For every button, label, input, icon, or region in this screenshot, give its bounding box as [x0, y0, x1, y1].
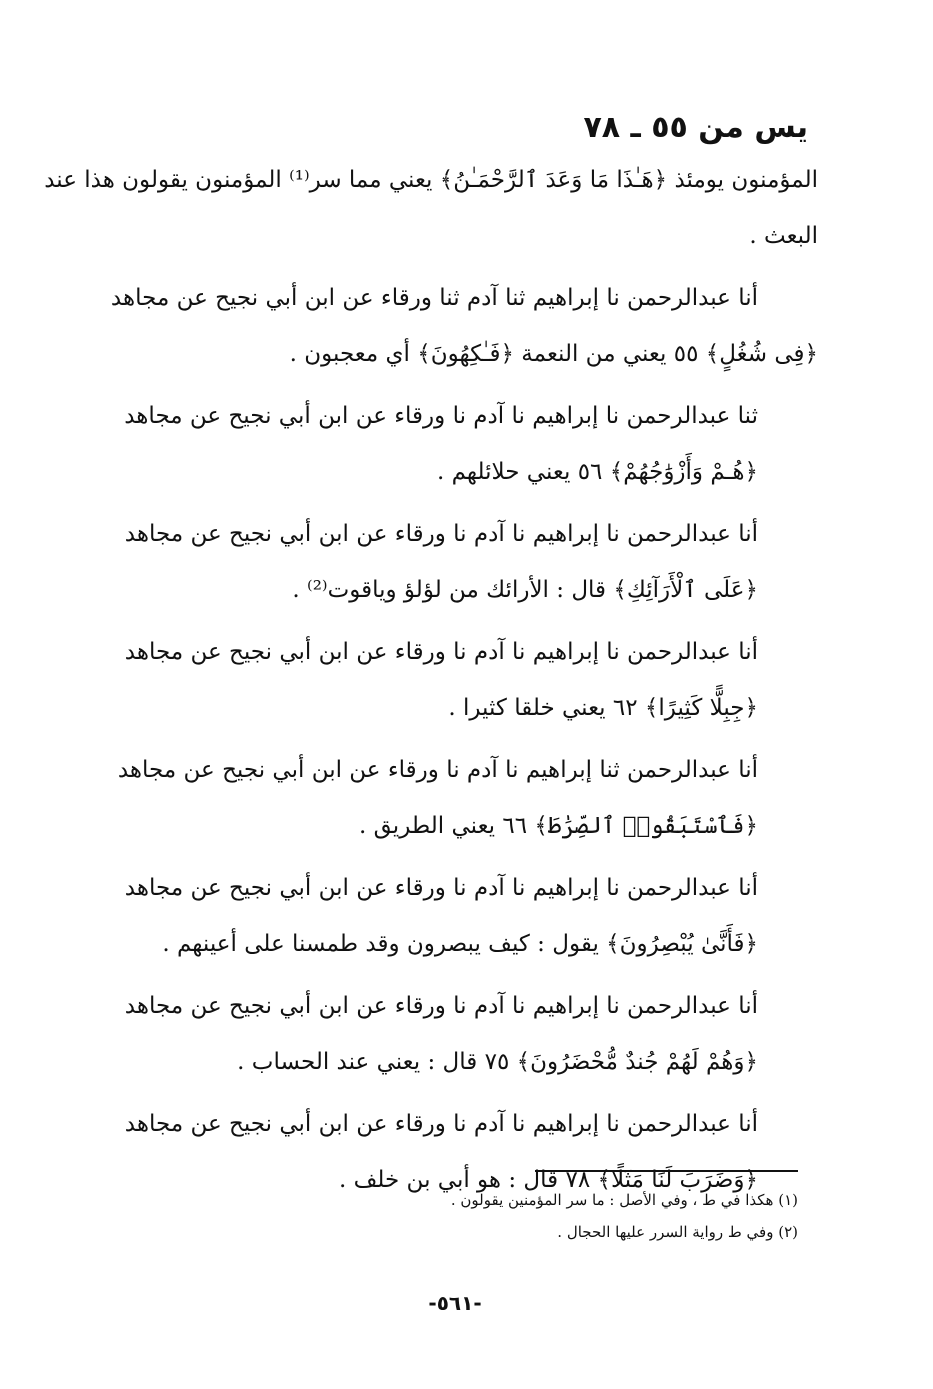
paragraph-4 [118, 506, 818, 618]
paragraph-line: أنا عبدالرحمن نا إبراهيم نا آدم نا ورقاء عن ابن أبي نجيح عن مجاهد [124, 993, 758, 1019]
body-text [44, 152, 818, 1214]
paragraph-line: ﴿وَضَرَبَ لَنَا مَثَلًا﴾ ٧٨ قال : هو أبي بن خلف . [338, 1167, 758, 1193]
paragraph-line: ﴿وَهُمْ لَهُمْ جُندٌ مُّحْضَرُونَ﴾ ٧٥ قال : يعني عند الحساب . [237, 1049, 758, 1075]
footnote-divider [535, 1170, 798, 1172]
paragraph-line: أنا عبدالرحمن نا إبراهيم نا آدم نا ورقاء عن ابن أبي نجيح عن مجاهد [124, 875, 758, 901]
paragraph-line: ﴿فِى شُغُلٍ﴾ ٥٥ يعني من النعمة ﴿فَـٰكِهُونَ﴾ أي معجبون . [289, 341, 818, 367]
paragraph-line: أنا عبدالرحمن نا إبراهيم نا آدم نا ورقاء عن ابن أبي نجيح عن مجاهد [124, 1111, 758, 1137]
footnotes [278, 1184, 798, 1248]
paragraph-line: ﴿هُـمْ وَأَزْوَٰجُهُمْ﴾ ٥٦ يعني حلائلهم . [436, 459, 758, 485]
footnote-1: (١) هكذا في ط ، وفي الأصل : ما سر المؤمنين يقولون . [450, 1191, 798, 1209]
page-number: -٥٦١- [428, 1291, 482, 1315]
paragraph-6 [118, 742, 818, 854]
paragraph-line: المؤمنون يومئذ ﴿هَـٰذَا مَا وَعَدَ ٱلرَّحْمَـٰنُ﴾ يعني مما سر⁽¹⁾ المؤمنون يقولون هذا عند [44, 167, 818, 193]
paragraph-8 [118, 978, 818, 1090]
paragraph-line: ﴿فَٱسْتَبَقُوا۟ ٱلصِّرَٰطَ﴾ ٦٦ يعني الطريق . [358, 813, 758, 839]
paragraph-line: البعث . [749, 223, 818, 249]
paragraph-line: ﴿عَلَى ٱلْأَرَآئِكِ﴾ قال : الأرائك من لؤلؤ وياقوت⁽²⁾ . [292, 577, 758, 603]
paragraph-5 [118, 624, 818, 736]
header-title: يس من ٥٥ ـ ٧٨ [583, 110, 808, 145]
paragraph-line: ثنا عبدالرحمن نا إبراهيم نا آدم نا ورقاء عن ابن أبي نجيح عن مجاهد [124, 403, 758, 429]
paragraph-3 [118, 388, 818, 500]
paragraph-line: أنا عبدالرحمن ثنا إبراهيم نا آدم نا ورقاء عن ابن أبي نجيح عن مجاهد [117, 757, 758, 783]
paragraph-2 [110, 270, 818, 382]
paragraph-1 [44, 152, 818, 264]
paragraph-line: ﴿جِبِلًّا كَثِيرًا﴾ ٦٢ يعني خلقا كثيرا . [448, 695, 758, 721]
paragraph-line: أنا عبدالرحمن نا إبراهيم نا آدم نا ورقاء عن ابن أبي نجيح عن مجاهد [124, 639, 758, 665]
paragraph-line: أنا عبدالرحمن نا إبراهيم نا آدم نا ورقاء عن ابن أبي نجيح عن مجاهد [124, 521, 758, 547]
paragraph-line: أنا عبدالرحمن نا إبراهيم ثنا آدم ثنا ورقاء عن ابن أبي نجيح عن مجاهد [110, 285, 758, 311]
paragraph-line: ﴿فَأَنَّىٰ يُبْصِرُونَ﴾ يقول : كيف يبصرون وقد طمسنا على أعينهم . [162, 931, 758, 957]
footnote-2: (٢) وفي ط رواية السرر عليها الحجال . [557, 1223, 798, 1241]
page-header [583, 108, 808, 148]
paragraph-7 [118, 860, 818, 972]
